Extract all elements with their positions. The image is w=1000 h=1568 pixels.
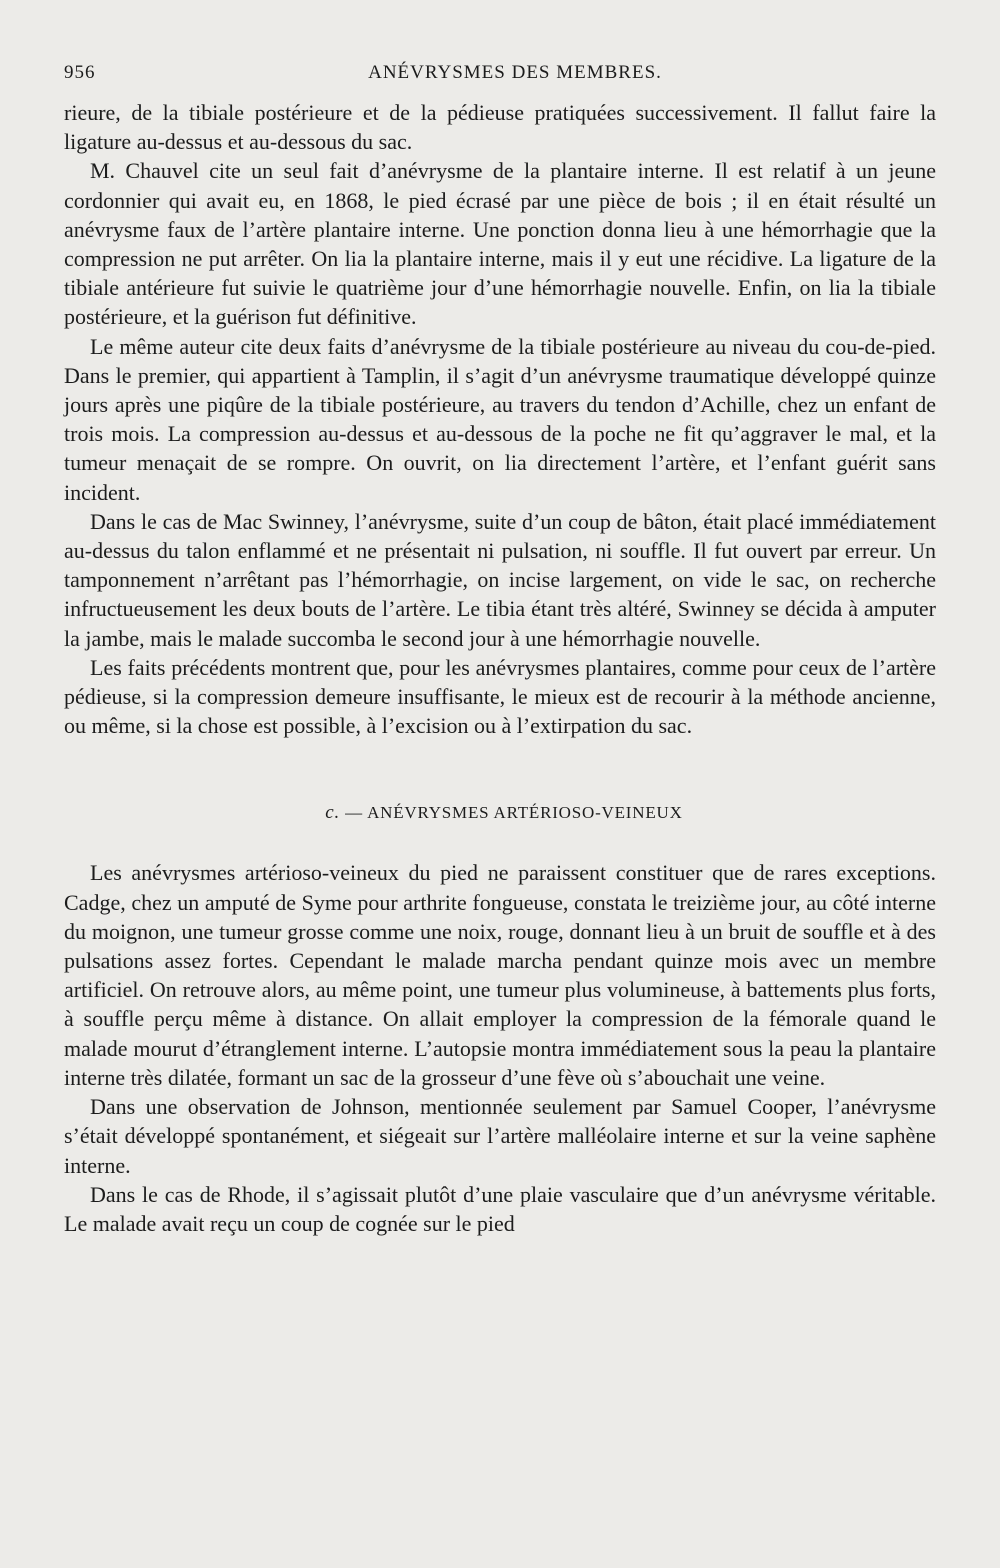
running-title: ANÉVRYSMES DES MEMBRES.: [368, 62, 662, 83]
running-head: [64, 62, 936, 92]
paragraph-rhode: Dans le cas de Rhode, il s’agissait plutôt d’une plaie vasculaire que d’un anévrysme véritable. Le malade avait reçu un coup de cognée sur le pied: [64, 1181, 936, 1236]
paragraph-continued: rieure, de la tibiale postérieure et de la pédieuse pratiquées successivement. Il fallut faire la ligature au-dessus et au-dessous du sac.: [64, 100, 936, 155]
section-letter: c.: [325, 802, 341, 824]
page-number: 956: [64, 62, 96, 83]
paragraph-chauvel: M. Chauvel cite un seul fait d’anévrysme de la plantaire interne. Il est relatif à un jeune cordonnier qui avait eu, en 1868, le pied écrasé par une pièce de bois ; il en était résulté un anévrysme faux de l’artère plantaire interne. Une ponction donna lieu à une hémorrhagie que la compression ne put arrêter. On lia la plantaire interne, mais il y eut une récidive. La ligature de la tibiale antérieure fut suivie le quatrième jour d’une hémorrhagie nouvelle. Enfin, on lia la tibiale postérieure, et la guérison fut définitive.: [64, 158, 936, 330]
section-heading: [64, 802, 936, 824]
paragraph-mac-swinney: Dans le cas de Mac Swinney, l’anévrysme, suite d’un coup de bâton, était placé immédiatement au-dessus du talon enflammé et ne présentait ni pulsation, ni souffle. Il fut ouvert par erreur. Un tamponnement n’arrêtant pas l’hémorrhagie, on incise largement, on vide le sac, on recherche infructueusement les deux bouts de l’artère. Le tibia étant très altéré, Swinney se décida à amputer la jambe, mais le malade succomba le second jour à une hémorrhagie nouvelle.: [64, 508, 936, 651]
paragraph-cadge: Les anévrysmes artérioso-veineux du pied ne paraissent constituer que de rares exceptions. Cadge, chez un amputé de Syme pour arthrite fongueuse, constata le treizième jour, au côté interne du moignon, une tumeur grosse comme une noix, rouge, donnant lieu à un bruit de souffle et à des pulsations assez fortes. Cependant le malade marcha pendant quinze mois avec un membre artificiel. On retrouve alors, au même point, une tumeur plus volumineuse, à battements plus forts, à souffle perçu même à distance. On allait employer la compression de la fémorale quand le malade mourut d’étranglement interne. L’autopsie montra immédiatement sous la peau la plantaire interne très dilatée, formant un sac de la grosseur d’une fève où s’abouchait une veine.: [64, 860, 936, 1090]
section-title: ANÉVRYSMES ARTÉRIOSO-VEINEUX: [367, 803, 683, 823]
paragraph-tamplin: Le même auteur cite deux faits d’anévrysme de la tibiale postérieure au niveau du cou-de-pied. Dans le premier, qui appartient à Tamplin, il s’agit d’un anévrysme traumatique développé quinze jours après une piqûre de la tibiale postérieure, au travers du tendon d’Achille, chez un enfant de trois mois. La compression au-dessus et au-dessous de la poche ne fit qu’aggraver le mal, et la tumeur menaçait de se rompre. On ouvrit, on lia directement l’artère, et l’enfant guérit sans incident.: [64, 333, 936, 505]
section-dash: —: [345, 803, 363, 823]
paragraph-johnson: Dans une observation de Johnson, mentionnée seulement par Samuel Cooper, l’anévrysme s’était développé spontanément, et siégeait sur l’artère malléolaire interne et sur la veine saphène interne.: [64, 1094, 936, 1178]
paragraph-conclusion: Les faits précédents montrent que, pour les anévrysmes plantaires, comme pour ceux de l’artère pédieuse, si la compression demeure insuffisante, le mieux est de recourir à la méthode ancienne, ou même, si la chose est possible, à l’excision ou à l’extirpation du sac.: [64, 654, 936, 739]
body-text: [64, 98, 936, 1238]
